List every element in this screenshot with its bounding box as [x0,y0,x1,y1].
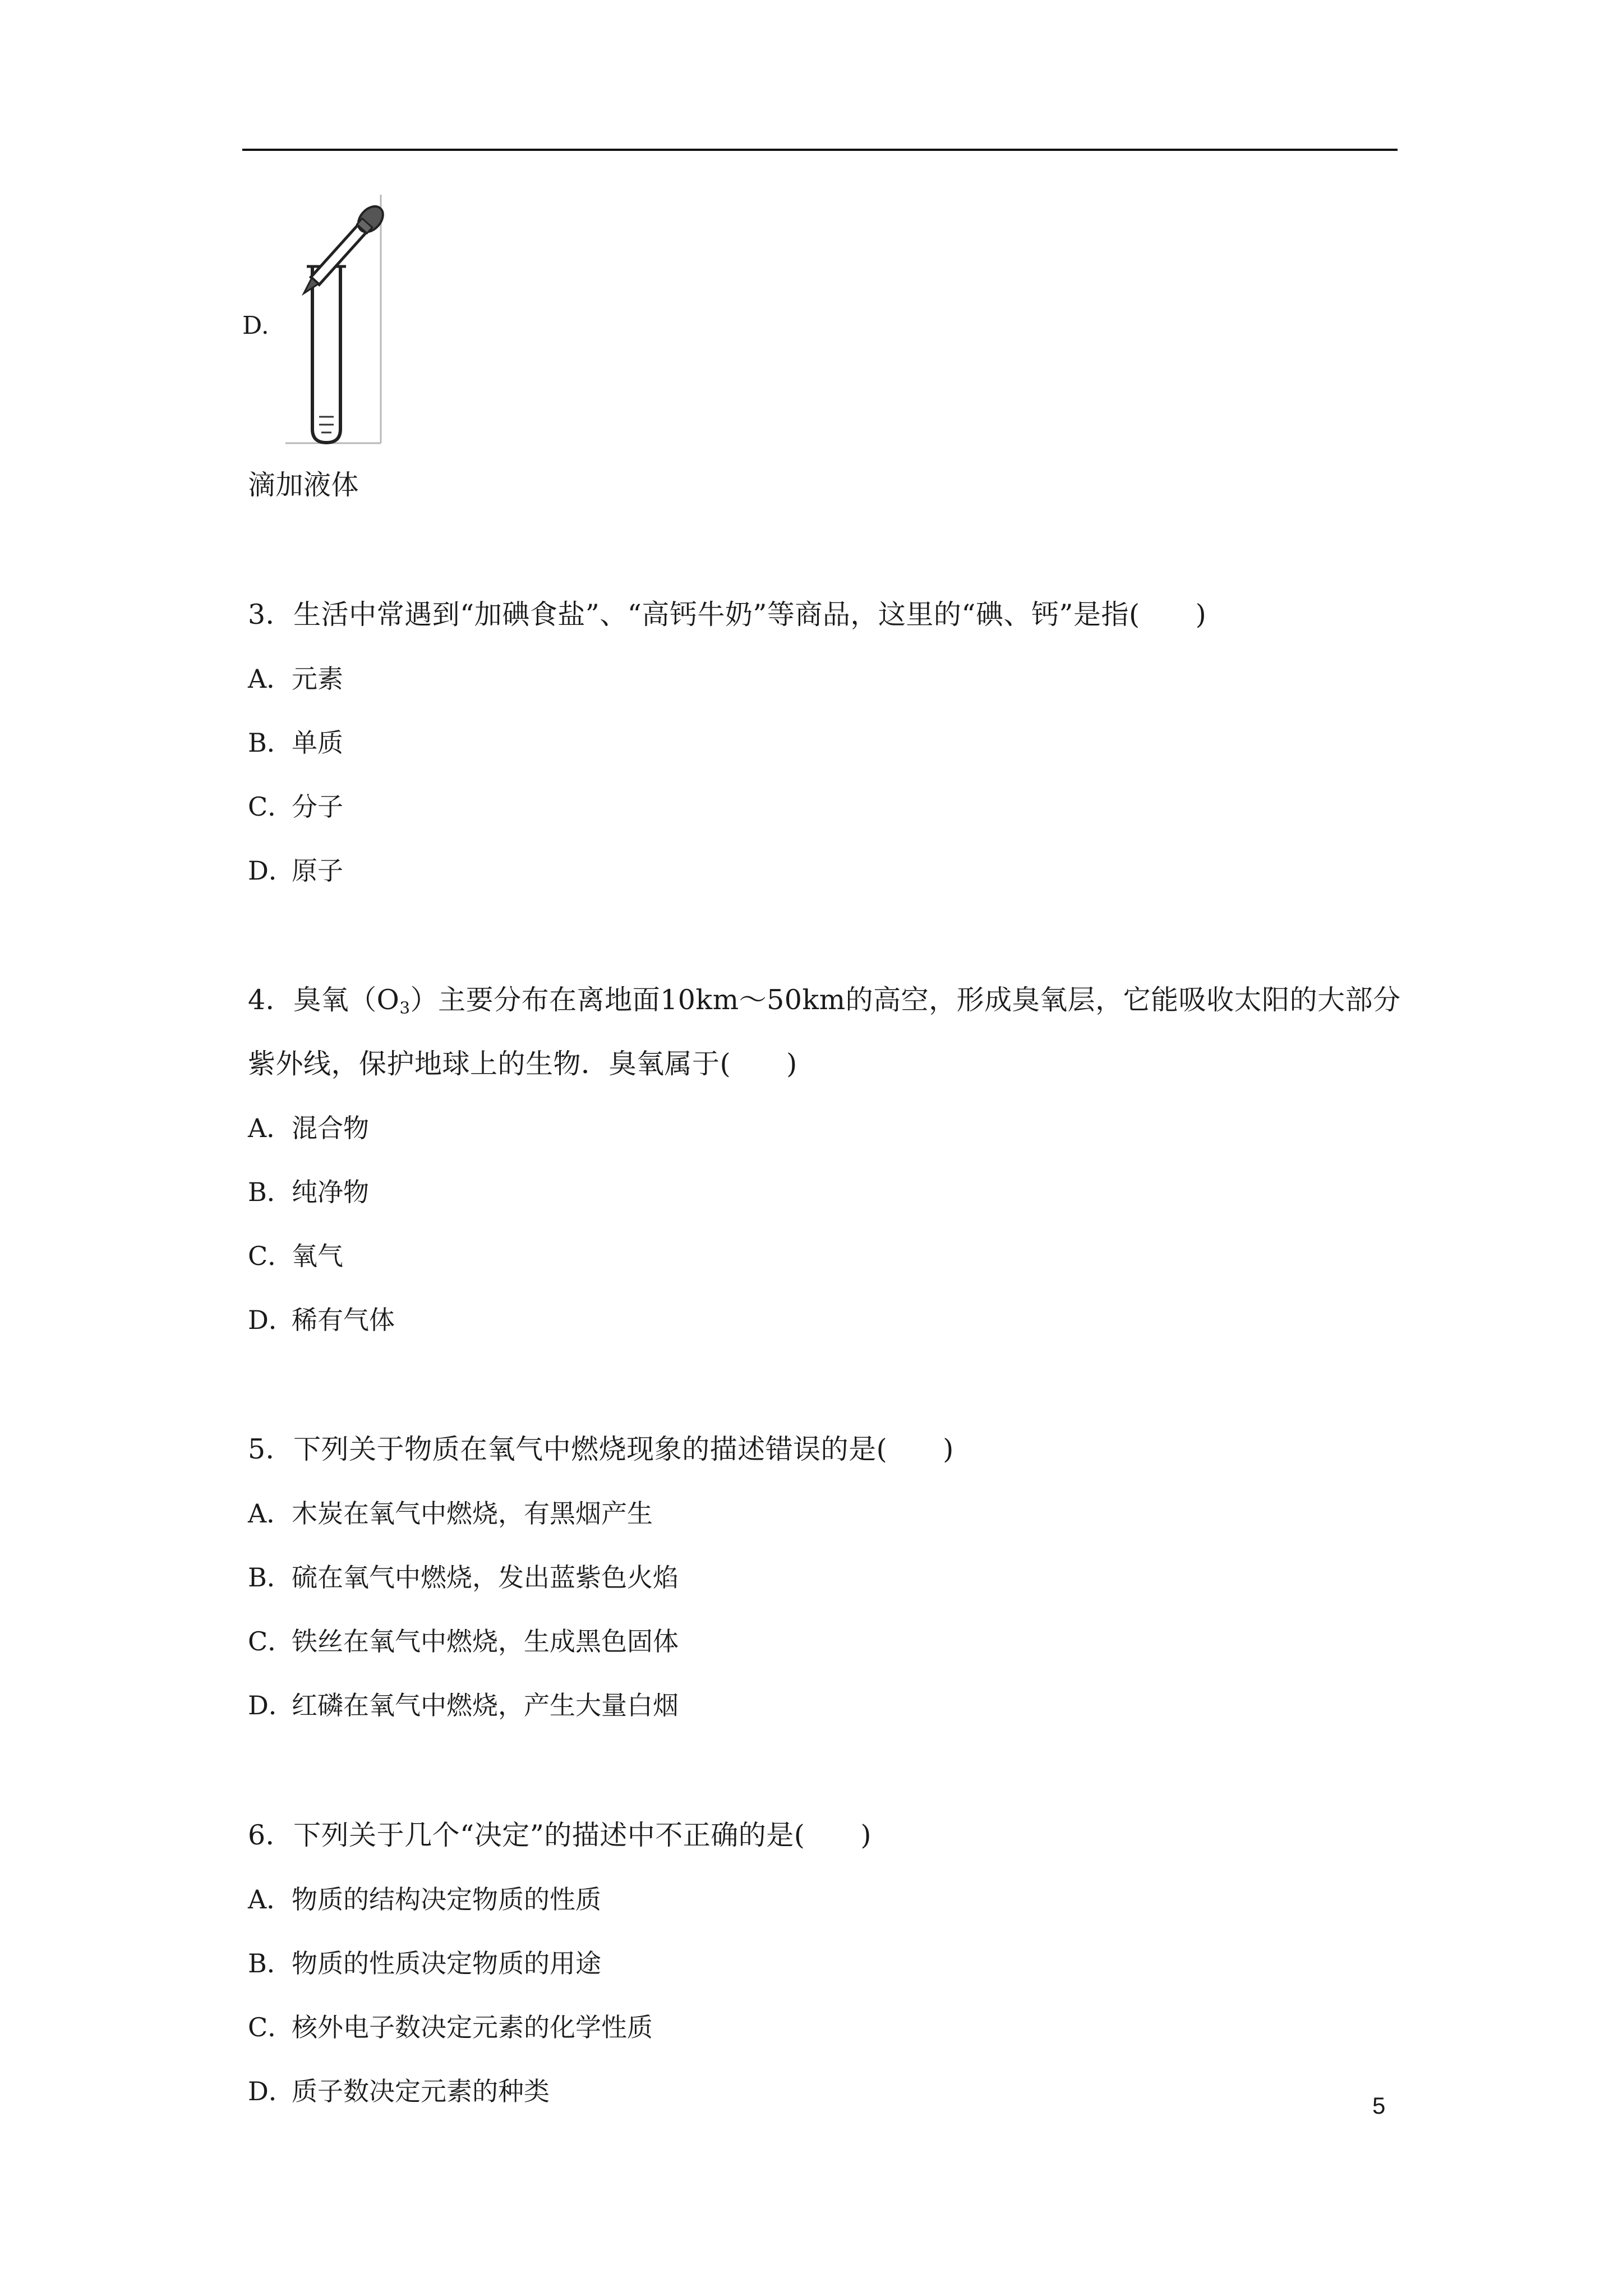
q4-option-a: A．混合物 [248,1113,369,1143]
q6-option-a: A．物质的结构决定物质的性质 [248,1884,601,1915]
question-4-stem-line1: 4．臭氧$(O_3)$主要分布在离地面10km～50km的高空，形成臭氧层，它能吸收太阳的大部分 [248,984,1401,1018]
q3-option-d: D．原子 [248,855,343,886]
q4-option-c: C．氧气 [248,1241,343,1271]
question-3-stem: 3．生活中常遇到“加碘食盐”、“高钙牛奶”等商品，这里的“碘、钙”是指( ) [248,599,1207,631]
q4-option-d: D．稀有气体 [248,1305,395,1335]
q6-option-c: C．核外电子数决定元素的化学性质 [248,2012,653,2042]
header-rule [242,149,1398,151]
question-4-stem-line2: 紫外线，保护地球上的生物．臭氧属于( ) [248,1048,797,1080]
q3-option-a: A．元素 [248,664,343,694]
q5-option-a: A．木炭在氧气中燃烧，有黑烟产生 [248,1498,653,1529]
question-6-stem: 6．下列关于几个“决定”的描述中不正确的是( ) [248,1819,872,1851]
q5-option-b: B．硫在氧气中燃烧，发出蓝紫色火焰 [248,1562,679,1593]
page-number: 5 [1372,2092,1386,2119]
q4-option-b: B．纯净物 [248,1177,369,1207]
question-5-stem: 5．下列关于物质在氧气中燃烧现象的描述错误的是( ) [248,1433,954,1465]
q5-option-d: D．红磷在氧气中燃烧，产生大量白烟 [248,1690,679,1720]
q6-option-d: D．质子数决定元素的种类 [248,2076,550,2106]
dropping-liquid-illustration [284,194,385,446]
figure-option-letter: D. [242,311,269,340]
q3-option-b: B．单质 [248,728,343,758]
q6-option-b: B．物质的性质决定物质的用途 [248,1948,601,1978]
q3-option-c: C．分子 [248,792,343,822]
q5-option-c: C．铁丝在氧气中燃烧，生成黑色固体 [248,1626,679,1657]
figure-caption: 滴加液体 [248,469,359,501]
